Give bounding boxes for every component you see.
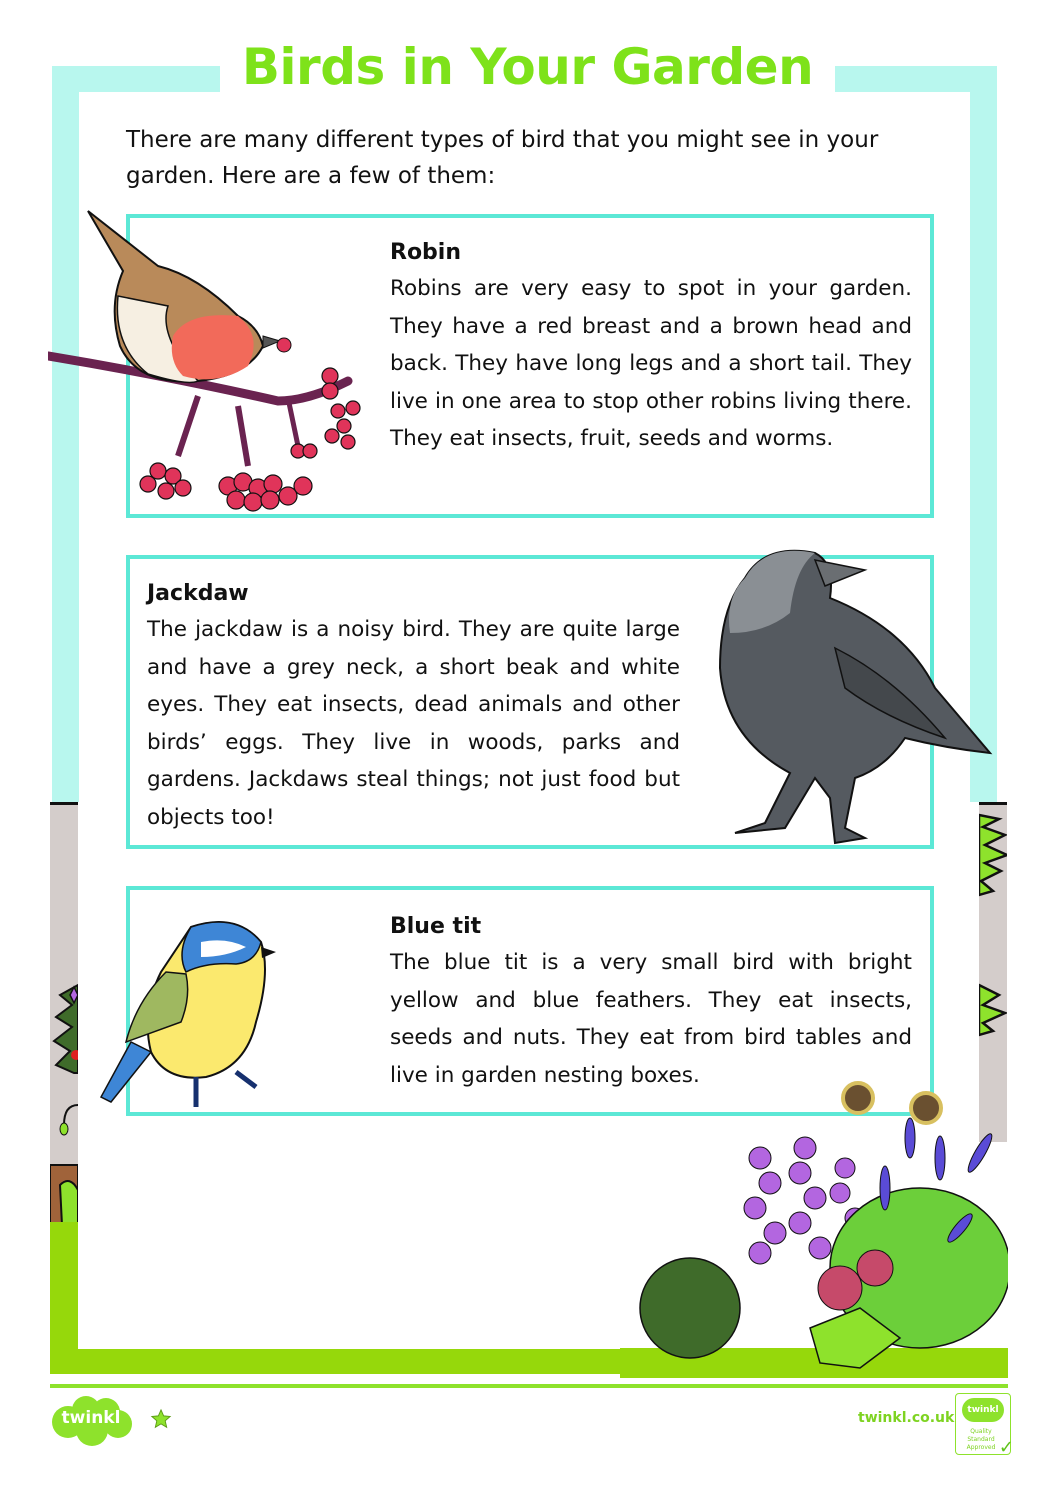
footer-divider (50, 1384, 1008, 1388)
robin-section (390, 236, 912, 458)
bluetit-section (390, 910, 912, 1094)
star-icon (150, 1408, 172, 1430)
bluetit-heading: Blue tit (390, 914, 482, 939)
bush-left-icon (50, 805, 78, 1225)
intro-text: There are many different types of bird that you might see in your garden. Here are a few of them: (126, 127, 879, 189)
checkmark-icon: ✓ (998, 1437, 1014, 1458)
jackdaw-section (147, 577, 680, 836)
robin-description: Robins are very easy to spot in your garden. They have a red breast and a brown head and back. They have long legs and a short tail. They live in one area to stop other robins living there. They eat insects, fruit, seeds and worms. (390, 276, 912, 451)
bluetit-illustration-icon (96, 902, 296, 1132)
logo-text: twinkl (61, 1408, 121, 1428)
jackdaw-description: The jackdaw is a noisy bird. They are quite large and have a grey neck, a short beak and white eyes. They eat insects, dead animals and other birds’ eggs. They live in woods, parks and gardens. Jackdaws steal things; not just food but objects too! (147, 617, 680, 830)
jackdaw-illustration-icon (705, 538, 995, 868)
badge-text: Quality Standard Approved (966, 1428, 996, 1451)
robin-heading: Robin (390, 240, 462, 265)
robin-illustration-icon (48, 186, 368, 516)
bluetit-description: The blue tit is a very small bird with bright yellow and blue feathers. They eat insects, seeds and nuts. They eat from bird tables and live in garden nesting boxes. (390, 950, 912, 1088)
badge-logo: twinkl (962, 1398, 1004, 1422)
jackdaw-heading: Jackdaw (147, 581, 249, 606)
quality-badge (955, 1393, 1014, 1458)
twinkl-logo (48, 1394, 134, 1448)
frame-left-grass (50, 1222, 78, 1352)
footer-url: twinkl.co.uk (858, 1410, 955, 1426)
garden-flowers-illustration-icon (620, 1078, 1008, 1378)
frame-left-wall (50, 802, 78, 1222)
page-title: Birds in Your Garden (241, 38, 814, 96)
